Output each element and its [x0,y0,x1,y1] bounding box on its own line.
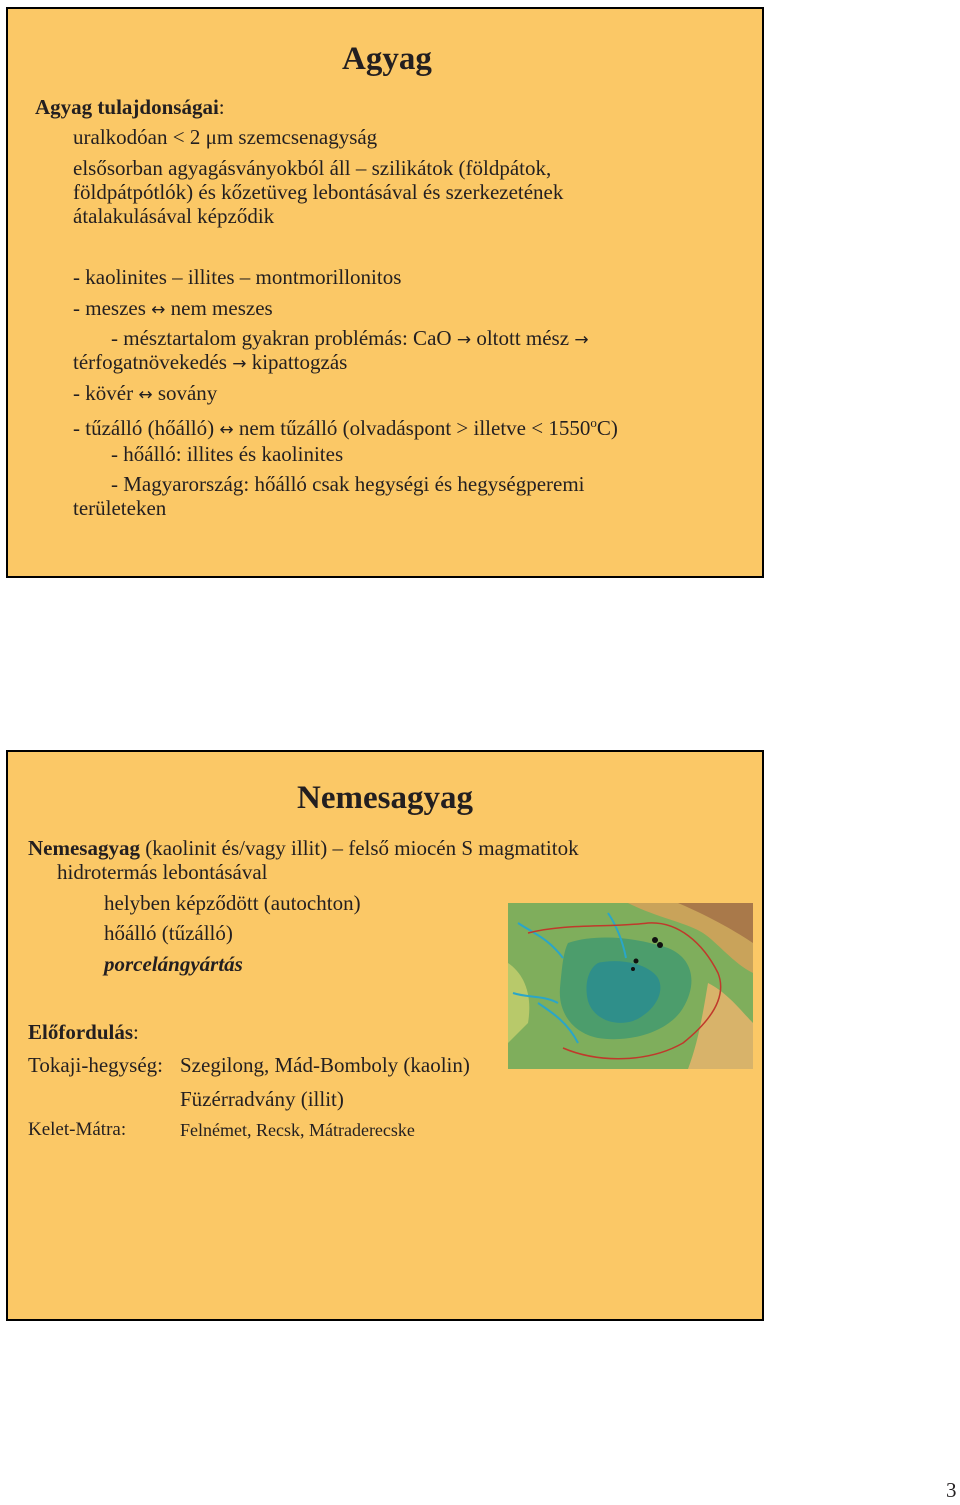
slide-title: Agyag [342,41,432,77]
heading-line: Agyag tulajdonságai: [35,95,225,119]
list-item-calcareous: - meszes ↔ nem meszes [73,296,273,320]
definition-line-2: hidrotermás lebontásával [57,860,268,884]
property-composition-1: elsősorban agyagásványokból áll – szilikátok (földpátok, [73,156,552,180]
list-item-hungary-1: - Magyarország: hőálló csak hegységi és hegységperemi [111,472,585,496]
list-item-clay-types: - kaolinites – illites – montmorillonitos [73,265,402,289]
list-item-hungary-2: területeken [73,496,167,520]
list-item-lime-content-cont: térfogatnövekedés → kipattogzás [73,350,348,374]
hungary-relief-map [508,903,753,1069]
slide-title: Nemesagyag [297,780,473,816]
property-refractory: hőálló (tűzálló) [104,921,233,945]
list-item-refractory: - tűzálló (hőálló) ↔ nem tűzálló (olvadáspont > illetve < $1550^oC$) [73,415,618,440]
map-graphic [508,903,753,1069]
slide-nemesagyag [6,750,764,1321]
property-grain-size: uralkodóan < 2 μm szemcsenagyság [73,125,378,149]
location-matra-sites: Felnémet, Recsk, Mátraderecske [180,1120,415,1140]
location-tokaj-sites: Szegilong, Mád-Bomboly (kaolin) [180,1053,470,1077]
right-arrow-icon: → [232,354,247,374]
double-arrow-icon: ↔ [138,385,153,405]
page-number: 3 [946,1478,957,1502]
location-tokaj: Tokaji-hegység: [28,1053,163,1077]
property-porcelain: porcelángyártás [104,952,243,976]
definition-line-1: Nemesagyag (kaolinit és/vagy illit) – felső miocén S magmatitok [28,836,579,860]
list-item-fat-lean: - kövér ↔ sovány [73,381,218,405]
list-item-heat-resistant: - hőálló: illites és kaolinites [111,442,344,466]
property-autochthonous: helyben képződött (autochton) [104,891,361,915]
property-composition-3: átalakulásával képződik [73,204,275,228]
double-arrow-icon: ↔ [219,420,234,440]
right-arrow-icon: → [574,330,589,350]
slide-agyag [6,7,764,578]
list-item-lime-content: - mésztartalom gyakran problémás: CaO → oltott mész → [111,326,589,350]
section-heading: Agyag tulajdonságai [35,95,219,119]
double-arrow-icon: ↔ [151,300,166,320]
property-composition-2: földpátpótlók) és kőzetüveg lebontásával és szerkezetének [73,180,564,204]
occurrence-heading: Előfordulás: [28,1020,139,1044]
right-arrow-icon: → [456,330,472,350]
location-matra: Kelet-Mátra: [28,1119,127,1140]
location-tokaj-sites-2: Füzérradvány (illit) [180,1087,344,1111]
